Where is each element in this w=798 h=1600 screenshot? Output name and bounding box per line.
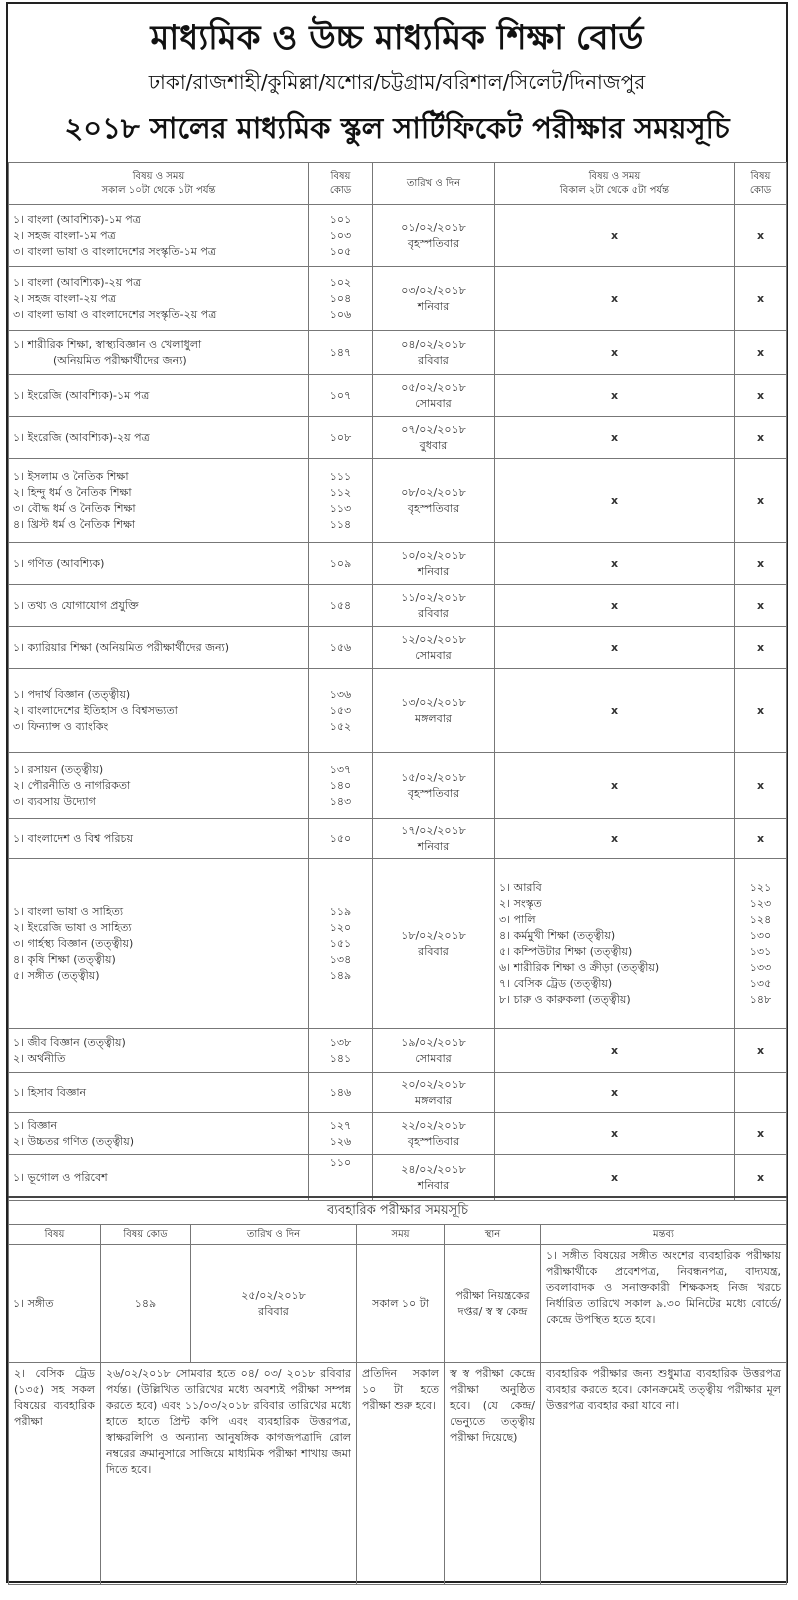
date-value: ০১/০২/২০১৮ (401, 220, 466, 234)
subject-code: ১০১ (329, 212, 352, 226)
subject-code: ১১৩ (329, 501, 352, 515)
subject-codes (309, 669, 373, 753)
afternoon-codes (735, 543, 787, 585)
morning-subjects (9, 669, 309, 753)
empty-mark: x (610, 291, 619, 305)
empty-mark: x (610, 388, 619, 402)
subject-item: ১। ইংরেজি (আবশ্যিক)-২য় পত্র (13, 430, 150, 444)
table-row (9, 331, 787, 375)
table-row (9, 1155, 787, 1201)
subject-item: ৪। কর্মমুখী শিক্ষা (তত্ত্বীয়) (499, 928, 616, 942)
table-row (9, 1113, 787, 1155)
date-value: ১১/০২/২০১৮ (401, 590, 466, 604)
date-value: ১৯/০২/২০১৮ (401, 1035, 466, 1049)
subject-item: ২। পৌরনীতি ও নাগরিকতা (13, 778, 131, 792)
empty-mark: x (610, 556, 619, 570)
subject-item: ১। ভূগোল ও পরিবেশ (13, 1170, 108, 1184)
schedule-title: ২০১৮ সালের মাধ্যমিক স্কুল সার্টিফিকেট পরীক্ষার সময়সূচি (64, 111, 730, 145)
subject-item: ২। বাংলাদেশের ইতিহাস ও বিশ্বসভ্যতা (13, 703, 178, 717)
practical-schedule-table (8, 1196, 787, 1585)
subject-item: ১। বাংলা (আবশ্যিক)-১ম পত্র (13, 212, 141, 226)
header-code-2: বিষয় কোড (735, 163, 787, 205)
subject-code: ১৪৮ (749, 992, 772, 1006)
subject-codes (309, 1029, 373, 1073)
subject-code: ১০৮ (329, 430, 352, 444)
empty-mark: x (610, 1170, 619, 1184)
subject-item: ৩। গার্হস্থ্য বিজ্ঞান (তত্ত্বীয়) (13, 936, 134, 950)
empty-mark: x (610, 831, 619, 845)
subject-item: ৮। চারু ও কারুকলা (তত্ত্বীয়) (499, 992, 631, 1006)
table-row (9, 1029, 787, 1073)
subject-code: ১০৪ (329, 291, 352, 305)
subject-codes (309, 627, 373, 669)
subject-code: ১৩৩ (749, 960, 772, 974)
empty-mark: x (756, 831, 765, 845)
empty-mark: x (610, 1126, 619, 1140)
subject-item: ৩। বাংলা ভাষা ও বাংলাদেশের সংস্কৃতি-২য় পত্র (13, 307, 217, 321)
date-value: ০৪/০২/২০১৮ (401, 337, 466, 351)
afternoon-subjects (495, 1113, 735, 1155)
empty-mark: x (610, 345, 619, 359)
afternoon-subjects (495, 585, 735, 627)
subject-code: ১০৬ (329, 307, 352, 321)
subject-codes (309, 819, 373, 859)
afternoon-subjects (495, 331, 735, 375)
afternoon-codes (735, 859, 787, 1029)
subject-code: ১২৪ (749, 912, 772, 926)
subject-codes (309, 331, 373, 375)
subject-item: ৩। ফিন্যান্স ও ব্যাংকিং (13, 719, 109, 733)
morning-subjects (9, 543, 309, 585)
subject-code: ১২৭ (329, 1118, 352, 1132)
subject-item: ১। বাংলা ভাষা ও সাহিত্য (13, 904, 124, 918)
subject-code: ১৫৪ (329, 598, 352, 612)
practical-row-basic-trade (9, 1363, 787, 1585)
afternoon-subjects (495, 859, 735, 1029)
subject-code: ১০৯ (329, 556, 352, 570)
morning-subjects (9, 205, 309, 267)
subject-codes (309, 205, 373, 267)
subject-item: ২। হিন্দু ধর্ম ও নৈতিক শিক্ষা (13, 485, 132, 499)
day-value: রবিবার (418, 944, 449, 958)
subject-code: ১০৩ (329, 228, 352, 242)
practical-time: প্রতিদিন সকাল ১০ টা হতে পরীক্ষা শুরু হবে। (357, 1363, 445, 1585)
subject-codes (309, 1073, 373, 1113)
date-value: ০৮/০২/২০১৮ (401, 485, 466, 499)
afternoon-subjects (495, 417, 735, 459)
subject-item: ২। সহজ বাংলা-২য় পত্র (13, 291, 117, 305)
afternoon-subjects (495, 1155, 735, 1201)
morning-subjects (9, 753, 309, 819)
board-list: ঢাকা/রাজশাহী/কুমিল্লা/যশোর/চট্টগ্রাম/বরিশাল/সিলেট/দিনাজপুর (148, 70, 646, 94)
subject-code: ১৪৬ (329, 1085, 352, 1099)
practical-subject: ১। সঙ্গীত (9, 1245, 101, 1363)
subject-item: ১। আরবি (499, 880, 542, 894)
afternoon-codes (735, 1113, 787, 1155)
subject-item: ১। ইসলাম ও নৈতিক শিক্ষা (13, 469, 129, 483)
empty-mark: x (756, 778, 765, 792)
subject-item: ৩। বাংলা ভাষা ও বাংলাদেশের সংস্কৃতি-১ম পত্র (13, 244, 216, 258)
practical-subject: ২। বেসিক ট্রেড (১৩৫) সহ সকল বিষয়ের ব্যবহারিক পরীক্ষা (9, 1363, 101, 1585)
afternoon-codes (735, 753, 787, 819)
empty-mark: x (756, 598, 765, 612)
afternoon-subjects (495, 543, 735, 585)
exam-schedule-table (8, 162, 787, 1201)
document-header (8, 4, 786, 162)
table-row (9, 669, 787, 753)
subject-item: ১। জীব বিজ্ঞান (তত্ত্বীয়) (13, 1035, 126, 1049)
empty-mark: x (610, 598, 619, 612)
exam-date (373, 205, 495, 267)
subject-code: ১২১ (749, 880, 772, 894)
afternoon-codes (735, 819, 787, 859)
day-value: সোমবার (415, 396, 452, 410)
subject-code: ১৫৬ (329, 640, 352, 654)
morning-subjects (9, 585, 309, 627)
afternoon-subjects (495, 205, 735, 267)
afternoon-codes (735, 375, 787, 417)
practical-header-time: সময় (357, 1225, 445, 1245)
empty-mark: x (756, 430, 765, 444)
day-value: সোমবার (415, 648, 452, 662)
table-row (9, 753, 787, 819)
exam-date (373, 1073, 495, 1113)
practical-place: স্ব স্ব পরীক্ষা কেন্দ্রে পরীক্ষা অনুষ্ঠিত হবে। (যে কেন্দ্র/ ভেন্যুতে তত্ত্বীয় পরীক্ষা দিয়েছে) (445, 1363, 541, 1585)
practical-date-text: ২৬/০২/২০১৮ সোমবার হতে ০৪/ ০৩/ ২০১৮ রবিবার পর্যন্ত। (উল্লিখিত তারিখের মধ্যে অবশ্যই পরীক্ষা সম্পন্ন করতে হবে) এবং ১১/০৩/২০১৮ রবিবার তারিখের মধ্যে হাতে হাতে প্রিন্ট কপি এবং ব্যবহারিক উত্তরপত্র, স্বাক্ষরলিপি ও অন্যান্য আনুষঙ্গিক কাগজপত্রাদি রোল নম্বরের ক্রমানুসারে সাজিয়ে মাধ্যমিক পরীক্ষা শাখায় জমা দিতে হবে। (101, 1363, 357, 1585)
table-row (9, 627, 787, 669)
practical-date: ২৫/০২/২০১৮ রবিবার (191, 1245, 357, 1363)
afternoon-codes (735, 1073, 787, 1113)
subject-code: ১৪৩ (329, 794, 352, 808)
subject-code: ১৫৩ (329, 703, 352, 717)
practical-header-row (9, 1225, 787, 1245)
empty-mark: x (756, 1170, 765, 1184)
empty-mark: x (756, 1043, 765, 1057)
date-value: ১০/০২/২০১৮ (401, 548, 466, 562)
subject-code: ১৪৯ (329, 968, 352, 982)
subject-item: ৬। শারীরিক শিক্ষা ও ক্রীড়া (তত্ত্বীয়) (499, 960, 660, 974)
subject-item: ১। বাংলাদেশ ও বিশ্ব পরিচয় (13, 831, 133, 845)
subject-code: ১১২ (329, 485, 352, 499)
afternoon-codes (735, 1029, 787, 1073)
empty-mark: x (610, 430, 619, 444)
afternoon-subjects (495, 669, 735, 753)
afternoon-codes (735, 1155, 787, 1201)
afternoon-subjects (495, 459, 735, 543)
day-value: মঙ্গলবার (415, 1093, 452, 1107)
date-value: ২২/০২/২০১৮ (401, 1118, 466, 1132)
exam-date (373, 627, 495, 669)
table-header-row (9, 163, 787, 205)
empty-mark: x (756, 703, 765, 717)
exam-date (373, 331, 495, 375)
subject-codes (309, 375, 373, 417)
exam-date (373, 669, 495, 753)
board-title: মাধ্যমিক ও উচ্চ মাধ্যমিক শিক্ষা বোর্ড (150, 18, 644, 58)
exam-date (373, 1029, 495, 1073)
empty-mark: x (756, 228, 765, 242)
table-row (9, 585, 787, 627)
subject-item: ১। বাংলা (আবশ্যিক)-২য় পত্র (13, 275, 142, 289)
morning-subjects (9, 267, 309, 331)
practical-time: সকাল ১০ টা (357, 1245, 445, 1363)
empty-mark: x (756, 556, 765, 570)
empty-mark: x (610, 778, 619, 792)
table-row (9, 459, 787, 543)
day-value: সোমবার (415, 1051, 452, 1065)
subject-item: ১। তথ্য ও যোগাযোগ প্রযুক্তি (13, 598, 139, 612)
empty-mark: x (756, 291, 765, 305)
practical-title: ব্যবহারিক পরীক্ষার সময়সূচি (9, 1197, 787, 1225)
subject-code: ১৩৪ (329, 952, 352, 966)
subject-item: ২। উচ্চতর গণিত (তত্ত্বীয়) (13, 1134, 135, 1148)
subject-code: ১০৭ (329, 388, 352, 402)
subject-item: ৩। পালি (499, 912, 536, 926)
subject-item: ৫। কম্পিউটার শিক্ষা (তত্ত্বীয়) (499, 944, 633, 958)
subject-code: ১০৫ (329, 244, 352, 258)
afternoon-codes (735, 205, 787, 267)
table-row (9, 1073, 787, 1113)
subject-codes (309, 459, 373, 543)
day-value: বুধবার (419, 438, 448, 452)
morning-subjects (9, 459, 309, 543)
subject-item: ৪। খ্রিস্ট ধর্ম ও নৈতিক শিক্ষা (13, 517, 136, 531)
subject-code: ১৩০ (749, 928, 772, 942)
afternoon-subjects (495, 267, 735, 331)
subject-code: ১২৬ (329, 1134, 352, 1148)
subject-code: ১৩৮ (329, 1035, 352, 1049)
exam-date (373, 417, 495, 459)
subject-code: ১৩৬ (329, 687, 352, 701)
date-value: ০৩/০২/২০১৮ (401, 283, 466, 297)
morning-subjects (9, 627, 309, 669)
empty-mark: x (610, 703, 619, 717)
date-value: ১৮/০২/২০১৮ (401, 928, 466, 942)
header-code: বিষয় কোড (309, 163, 373, 205)
subject-code: ১১৪ (329, 517, 352, 531)
subject-codes (309, 753, 373, 819)
subject-code: ১১১ (329, 469, 352, 483)
day-value: বৃহস্পতিবার (407, 236, 460, 250)
practical-header-place: স্থান (445, 1225, 541, 1245)
exam-date (373, 459, 495, 543)
practical-header-date: তারিখ ও দিন (191, 1225, 357, 1245)
morning-subjects (9, 375, 309, 417)
table-row (9, 375, 787, 417)
practical-remarks: ১। সঙ্গীত বিষয়ের সঙ্গীত অংশের ব্যবহারিক পরীক্ষায় পরীক্ষার্থীকে প্রবেশপত্র, নিবন্ধনপত্র, বাদ্যযন্ত্র, তবলাবাদক ও সনাক্তকারী শিক্ষকসহ নিজ খরচে নির্ধারিত তারিখে সকাল ৯.৩০ মিনিটের মধ্যে বোর্ডে/কেন্দ্রে উপস্থিত হতে হবে। (541, 1245, 787, 1363)
subject-code: ১৩৭ (329, 762, 352, 776)
day-value: বৃহস্পতিবার (407, 1134, 460, 1148)
table-row (9, 859, 787, 1029)
afternoon-codes (735, 459, 787, 543)
morning-subjects (9, 819, 309, 859)
date-value: ০৫/০২/২০১৮ (401, 380, 466, 394)
exam-date (373, 753, 495, 819)
subject-item: ৫। সঙ্গীত (তত্ত্বীয়) (13, 968, 100, 982)
practical-place: পরীক্ষা নিয়ন্ত্রকের দপ্তর/ স্ব স্ব কেন্দ্র (445, 1245, 541, 1363)
day-value: শনিবার (417, 299, 450, 313)
afternoon-codes (735, 669, 787, 753)
subject-code: ১৫০ (329, 831, 352, 845)
morning-subjects (9, 1113, 309, 1155)
day-value: শনিবার (417, 1178, 450, 1192)
exam-date (373, 543, 495, 585)
practical-header-subject: বিষয় (9, 1225, 101, 1245)
afternoon-subjects (495, 375, 735, 417)
subject-code: ১০২ (329, 275, 352, 289)
empty-mark: x (756, 1126, 765, 1140)
date-value: ১৩/০২/২০১৮ (401, 695, 466, 709)
day-value: রবিবার (418, 606, 449, 620)
morning-subjects (9, 859, 309, 1029)
header-afternoon-subject: বিষয় ও সময় বিকাল ২টা থেকে ৫টা পর্যন্ত (495, 163, 735, 205)
empty-mark: x (756, 640, 765, 654)
practical-header-remarks: মন্তব্য (541, 1225, 787, 1245)
subject-code: ১৫১ (329, 936, 352, 950)
afternoon-subjects (495, 627, 735, 669)
empty-mark: x (610, 1085, 619, 1099)
subject-item: ১। বিজ্ঞান (13, 1118, 58, 1132)
table-row (9, 543, 787, 585)
morning-subjects (9, 1029, 309, 1073)
subject-codes (309, 1113, 373, 1155)
empty-mark: x (610, 1043, 619, 1057)
table-row (9, 417, 787, 459)
morning-subjects (9, 1155, 309, 1201)
subject-codes (309, 859, 373, 1029)
subject-code: ১১০ (329, 1156, 352, 1169)
afternoon-codes (735, 331, 787, 375)
exam-date (373, 375, 495, 417)
morning-subjects (9, 331, 309, 375)
subject-item: ১। হিসাব বিজ্ঞান (13, 1085, 87, 1099)
day-value: রবিবার (418, 353, 449, 367)
exam-date (373, 859, 495, 1029)
subject-code: ১৪১ (329, 1051, 352, 1065)
header-morning-subject: বিষয় ও সময় সকাল ১০টা থেকে ১টা পর্যন্ত (9, 163, 309, 205)
date-value: ১২/০২/২০১৮ (401, 632, 466, 646)
day-value: শনিবার (417, 564, 450, 578)
table-row (9, 819, 787, 859)
subject-item: ২। সহজ বাংলা-১ম পত্র (13, 228, 116, 242)
exam-date (373, 1155, 495, 1201)
practical-row-music (9, 1245, 787, 1363)
exam-date (373, 819, 495, 859)
day-value: মঙ্গলবার (415, 711, 452, 725)
date-value: ১৭/০২/২০১৮ (401, 823, 466, 837)
subject-code: ১২৩ (749, 896, 772, 910)
subject-item: ১। ক্যারিয়ার শিক্ষা (অনিয়মিত পরীক্ষার্থীদের জন্য) (13, 640, 229, 654)
day-value: বৃহস্পতিবার (407, 786, 460, 800)
subject-item: ১। শারীরিক শিক্ষা, স্বাস্থ্যবিজ্ঞান ও খেলাধুলা (13, 337, 202, 351)
subject-item: (অনিয়মিত পরীক্ষার্থীদের জন্য) (53, 353, 187, 367)
afternoon-codes (735, 627, 787, 669)
afternoon-codes (735, 267, 787, 331)
subject-code: ১১৯ (329, 904, 352, 918)
subject-code: ১২০ (329, 920, 352, 934)
empty-mark: x (610, 228, 619, 242)
subject-code: ১৪০ (329, 778, 352, 792)
subject-item: ১। গণিত (আবশ্যিক) (13, 556, 105, 570)
empty-mark: x (610, 493, 619, 507)
date-value: ১৫/০২/২০১৮ (401, 770, 466, 784)
header-date: তারিখ ও দিন (373, 163, 495, 205)
afternoon-subjects (495, 753, 735, 819)
day-value: বৃহস্পতিবার (407, 501, 460, 515)
subject-codes (309, 543, 373, 585)
afternoon-codes (735, 585, 787, 627)
exam-date (373, 1113, 495, 1155)
subject-codes (309, 417, 373, 459)
morning-subjects (9, 1073, 309, 1113)
exam-date (373, 267, 495, 331)
subject-code: ১৪৭ (329, 345, 352, 359)
afternoon-subjects (495, 1073, 735, 1113)
practical-code: ১৪৯ (101, 1245, 191, 1363)
empty-mark: x (610, 640, 619, 654)
subject-code: ১৩১ (749, 944, 772, 958)
date-value: ২৪/০২/২০১৮ (401, 1162, 466, 1176)
subject-item: ৩। বৌদ্ধ ধর্ম ও নৈতিক শিক্ষা (13, 501, 136, 515)
practical-title-row (9, 1197, 787, 1225)
empty-mark: x (756, 345, 765, 359)
table-row (9, 205, 787, 267)
morning-subjects (9, 417, 309, 459)
subject-item: ৭। বেসিক ট্রেড (তত্ত্বীয়) (499, 976, 613, 990)
subject-code: ১৫২ (329, 719, 352, 733)
subject-item: ২। অর্থনীতি (13, 1051, 66, 1065)
practical-header-code: বিষয় কোড (101, 1225, 191, 1245)
date-value: ০৭/০২/২০১৮ (401, 422, 466, 436)
exam-date (373, 585, 495, 627)
subject-item: ১। ইংরেজি (আবশ্যিক)-১ম পত্র (13, 388, 150, 402)
empty-mark: x (756, 388, 765, 402)
table-row (9, 267, 787, 331)
subject-codes (309, 585, 373, 627)
subject-item: ২। সংস্কৃত (499, 896, 542, 910)
subject-item: ২। ইংরেজি ভাষা ও সাহিত্য (13, 920, 132, 934)
afternoon-codes (735, 417, 787, 459)
afternoon-subjects (495, 1029, 735, 1073)
empty-mark: x (756, 493, 765, 507)
date-value: ২০/০২/২০১৮ (401, 1077, 466, 1091)
subject-codes (309, 267, 373, 331)
practical-remarks: ব্যবহারিক পরীক্ষার জন্য শুধুমাত্র ব্যবহারিক উত্তরপত্র ব্যবহার করতে হবে। কোনক্রমেই তত্ত্বীয় পরীক্ষার মূল উত্তরপত্র ব্যবহার করা যাবে না। (541, 1363, 787, 1585)
subject-item: ৩। ব্যবসায় উদ্যোগ (13, 794, 96, 808)
subject-item: ১। রসায়ন (তত্ত্বীয়) (13, 762, 104, 776)
afternoon-subjects (495, 819, 735, 859)
subject-item: ৪। কৃষি শিক্ষা (তত্ত্বীয়) (13, 952, 116, 966)
subject-codes (309, 1155, 373, 1201)
subject-code: ১৩৫ (749, 976, 772, 990)
day-value: শনিবার (417, 839, 450, 853)
subject-item: ১। পদার্থ বিজ্ঞান (তত্ত্বীয়) (13, 687, 131, 701)
